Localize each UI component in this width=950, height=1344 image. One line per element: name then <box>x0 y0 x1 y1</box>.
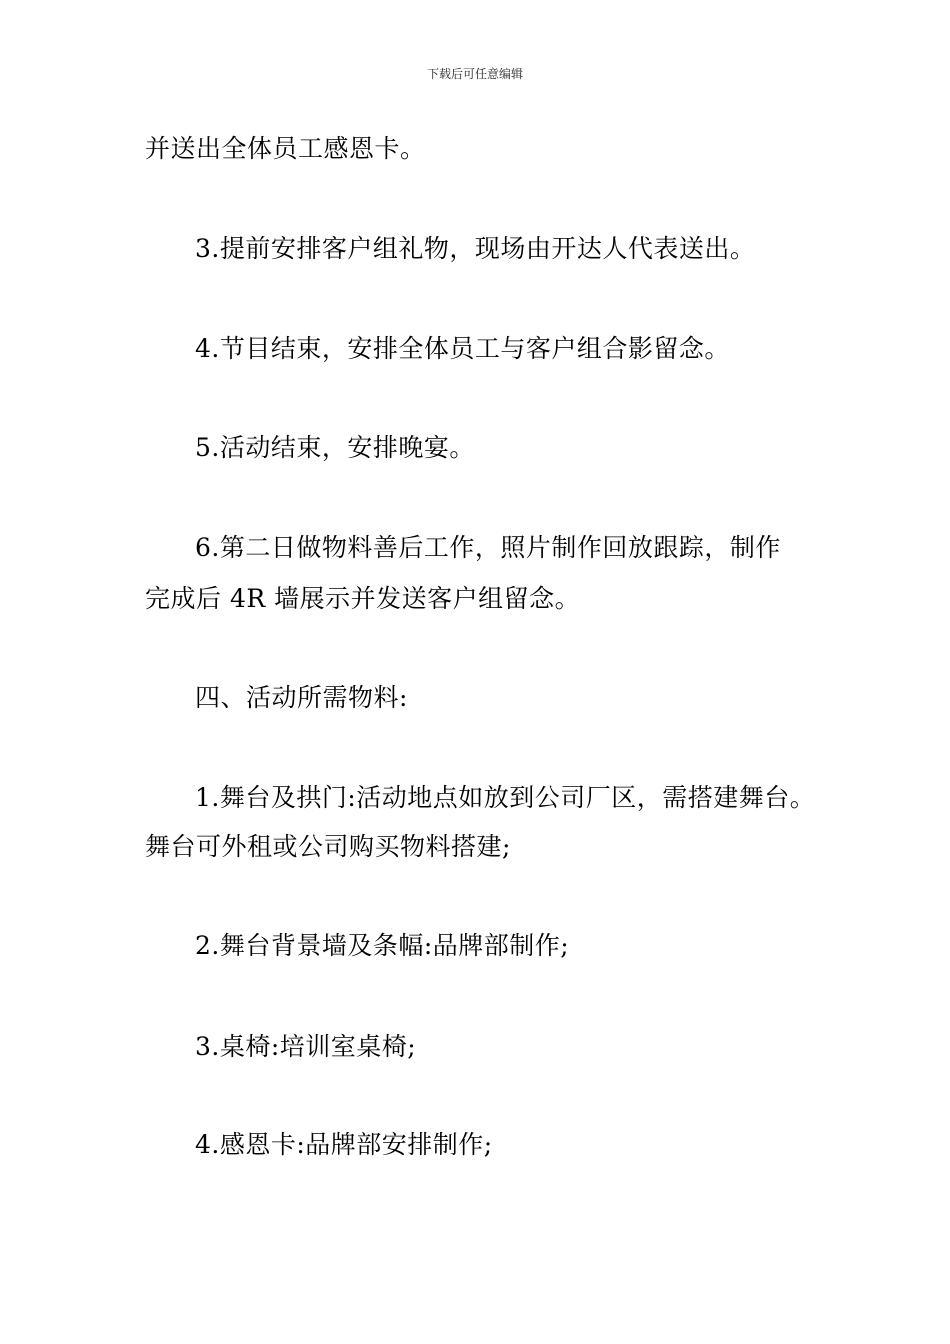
paragraph-line: 舞台可外租或公司购买物料搭建; <box>145 832 511 861</box>
paragraph-line: 2.舞台背景墙及条幅:品牌部制作; <box>195 931 570 960</box>
paragraph-line: 并送出全体员工感恩卡。 <box>145 134 426 163</box>
paragraph-line: 5.活动结束，安排晚宴。 <box>195 433 475 462</box>
paragraph-line: 1.舞台及拱门:活动地点如放到公司厂区，需搭建舞台。 <box>195 783 816 812</box>
paragraph-line: 完成后 4R 墙展示并发送客户组留念。 <box>145 584 581 613</box>
paragraph-line: 3.提前安排客户组礼物，现场由开达人代表送出。 <box>195 234 756 263</box>
page-header: 下载后可任意编辑 <box>426 67 523 81</box>
paragraph-line: 3.桌椅:培训室桌椅; <box>195 1032 417 1061</box>
section-heading: 四、活动所需物料: <box>195 683 408 712</box>
paragraph-line: 4.节目结束，安排全体员工与客户组合影留念。 <box>195 334 730 363</box>
paragraph-line: 6.第二日做物料善后工作，照片制作回放跟踪，制作 <box>195 533 781 562</box>
paragraph-line: 4.感恩卡:品牌部安排制作; <box>195 1130 493 1159</box>
